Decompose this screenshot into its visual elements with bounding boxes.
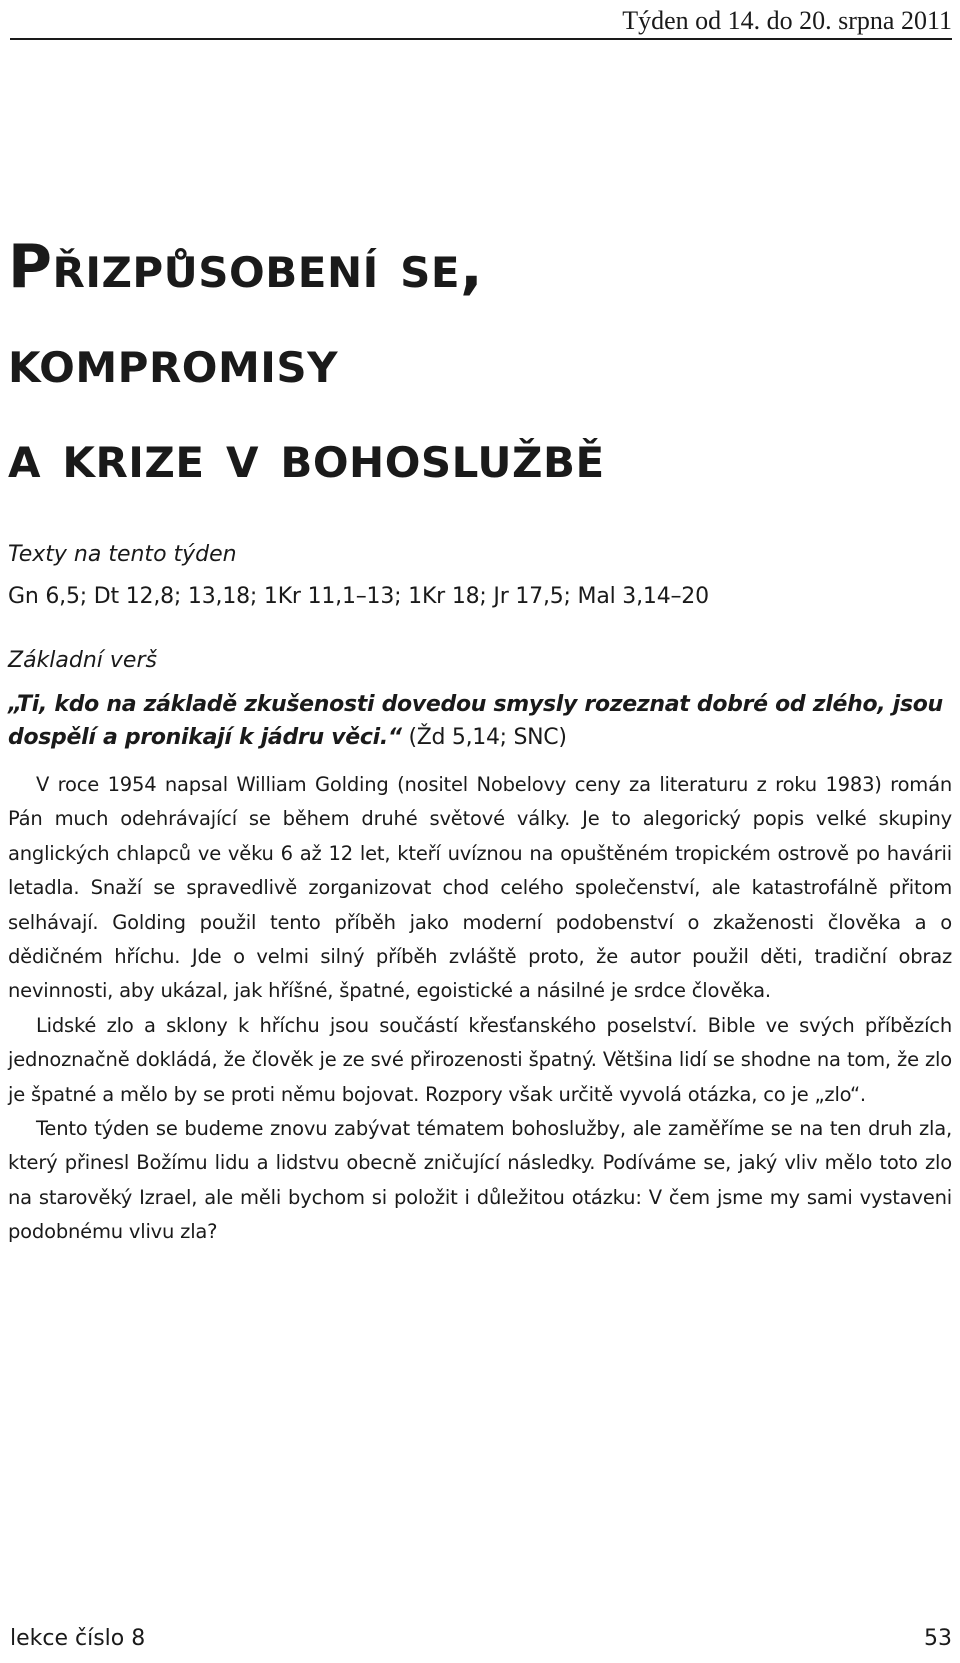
title-line-2: kompromisy [8,327,339,397]
page-header [0,0,960,42]
key-verse-quote: „Ti, kdo na základě zkušenosti dovedou smysly rozeznat dobré od zlého, jsou dospělí a pronikají k jádru věci.“ [8,692,943,750]
body-paragraph: V roce 1954 napsal William Golding (nositel Nobelovy ceny za literaturu z roku 1983) román Pán much odehrávající se během druhé světové války. Je to alegorický popis velké skupiny anglických chlapců ve věku 6 až 12 let, kteří uvíznou na opuštěném tropickém ostrově po havárii letadla. Snaží se spravedlivě zorganizovat chod celého společenství, ale katastrofálně přitom selhávají. Golding použil tento příběh jako moderní podobenství o zkaženosti člověka a o dědičném hříchu. Jde o velmi silný příběh zvláště proto, že autor použil děti, tradiční obraz nevinnosti, aby ukázal, jak hříšné, špatné, egoistické a násilné je srdce člověka. [8,773,952,1003]
body-text [8,768,952,1250]
title-line-1: Přizpůsobení se, [8,232,484,302]
lesson-number: lekce číslo 8 [10,1626,146,1651]
key-verse [8,688,952,754]
lesson-title [8,220,948,505]
body-paragraph: Tento týden se budeme znovu zabývat tématem bohoslužby, ale zaměříme se na ten druh zla, který přinesl Božímu lidu a lidstvu obecně zničující následky. Podíváme se, jaký vliv mělo toto zlo na starověký Izrael, ale měli bychom si položit i důležitou otázku: V čem jsme my sami vystaveni podobnému vlivu zla? [8,1117,952,1244]
key-verse-heading: Základní verš [8,648,157,673]
texts-heading: Texty na tento týden [8,542,237,567]
key-verse-reference: (Žd 5,14; SNC) [408,725,567,750]
page-number: 53 [924,1626,952,1651]
header-rule [10,38,952,40]
body-paragraph: Lidské zlo a sklony k hříchu jsou součástí křesťanského poselství. Bible ve svých příbězích jednoznačně dokládá, že člověk je ze své přirozenosti špatný. Většina lidí se shodne na tom, že zlo je špatné a mělo by se proti němu bojovat. Rozpory však určitě vyvolá otázka, co je „zlo“. [8,1013,952,1106]
running-title: Týden od 14. do 20. srpna 2011 [622,6,952,35]
texts-references: Gn 6,5; Dt 12,8; 13,18; 1Kr 11,1–13; 1Kr 18; Jr 17,5; Mal 3,14–20 [8,584,709,609]
title-line-3: a krize v bohoslužbě [8,422,605,492]
